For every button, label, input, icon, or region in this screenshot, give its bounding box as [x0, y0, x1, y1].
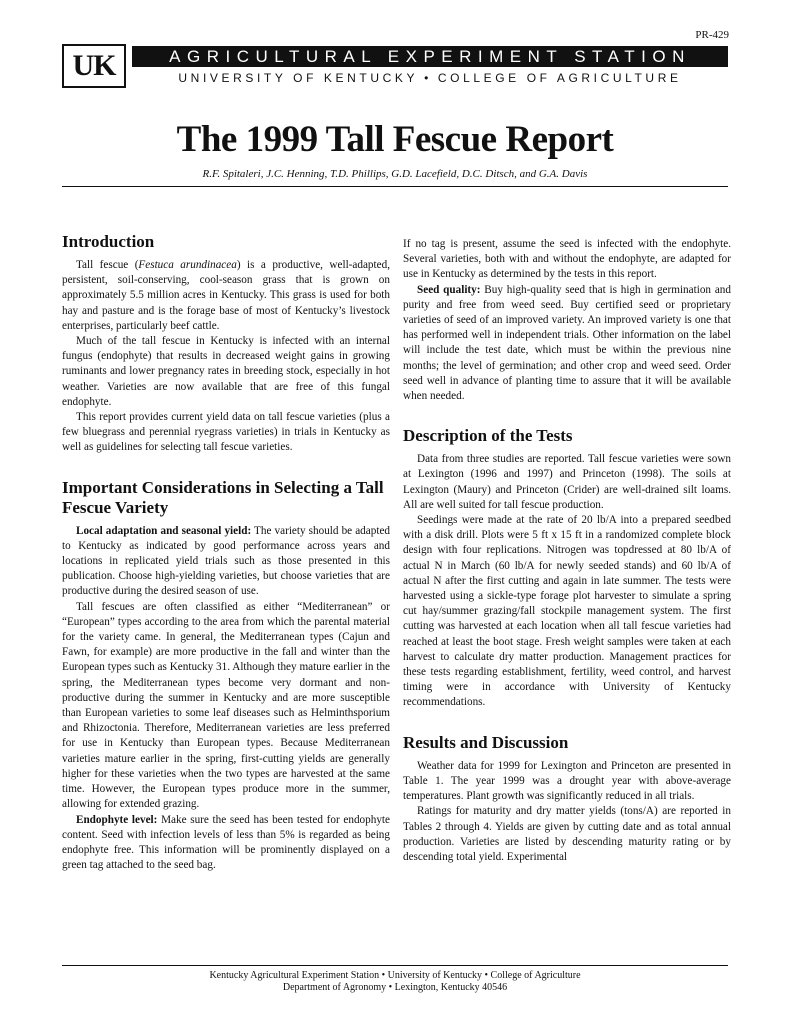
title-divider: [62, 186, 728, 187]
results-paragraph-1: Weather data for 1999 for Lexington and Princeton are presented in Table 1. The year 1999 was a drought year with above-average temperatures. Plant growth was significantly reduced in all trials.: [403, 759, 731, 803]
authors-line: R.F. Spitaleri, J.C. Henning, T.D. Phillips, G.D. Lacefield, D.C. Ditsch, and G.A. Davis: [202, 168, 588, 180]
page-title: The 1999 Tall Fescue Report: [176, 119, 614, 160]
intro-text-pre: Tall fescue (: [76, 259, 139, 271]
intro-text-post: ) is a productive, well-adapted, persistent, soil-conserving, cool-season grass that is grown on approximately 5.5 million acres in Kentucky. This grass is used for both hay and pasture and is the forage base of most of Kentucky’s livestock enterprises, particularly beef cattle.: [62, 259, 390, 332]
tag-paragraph: If no tag is present, assume the seed is infected with the endophyte. Several varieties, both with and without the endophyte, are adapted for use in Kentucky as determined by the tests in this report.: [403, 238, 731, 281]
types-paragraph: Tall fescues are often classified as either “Mediterranean” or “European” types according to the area from which the parental material for the variety came. In general, the Mediterranean types (Cajun and Fawn, for example) are more productive in the fall and winter than the European types such as Kentucky 31. Although they mature earlier in the spring, the Mediterranean types become very dormant and non-productive during the summer in Kentucky and are more susceptible than European varieties to some leaf diseases such as Helminthsporium and Rhizoctonia. Therefore, Mediterranean varieties are less preferred for use in Kentucky than European types. Because Mediterranean varieties mature earlier in the spring, first-cutting yields are generally higher for these varieties when the two types are harvested at the same time. However, the European types produce more in the summer, allowing for extended grazing.: [62, 600, 390, 811]
footer-divider: [62, 965, 728, 966]
local-adaptation-lead: Local adaptation and seasonal yield:: [76, 524, 252, 537]
species-name: Festuca arundinacea: [138, 259, 237, 271]
station-banner: AGRICULTURAL EXPERIMENT STATION: [132, 46, 728, 67]
masthead: [62, 44, 728, 88]
introduction-heading: Introduction: [62, 232, 155, 251]
local-adaptation-paragraph: [62, 524, 390, 600]
uk-logo: UK: [62, 44, 126, 88]
considerations-heading: Important Considerations in Selecting a Tall Fescue Variety: [62, 477, 384, 517]
endophyte-text: Make sure the seed has been tested for endophyte content. Seed with infection levels of less than 5% is regarded as being endophyte free. This information will be prominently displayed on a green tag attached to the seed bag.: [62, 813, 390, 872]
right-column: [403, 237, 731, 865]
seed-quality-text: Buy high-quality seed that is high in germination and purity and free from weed seed. Buy certified seed or proprietary varieties of seed of an improved variety. An improved variety is one that has performed well in independent trials. Other information on the label will include the test date, which must be within the previous nine months; the level of germination; and other crop and weed seed. Order seed well in advance of planting time to assure that it will be available when needed.: [403, 283, 731, 403]
intro-paragraph-2: Much of the tall fescue in Kentucky is infected with an internal fungus (endophyte) that results in decreased weight gains in growing ruminants and lower pregnancy rates in breeding stock, especially in hot weather. Varieties are now available that are free of this fungal endophyte.: [62, 335, 390, 408]
tests-paragraph-2: Seedings were made at the rate of 20 lb/A into a prepared seedbed with a disk drill. Plots were 5 ft x 15 ft in a randomized complete block design with four replications. Nitrogen was topdressed at 80 lb/A of actual N in March (60 lb/A for newly seeded stands) and 60 lb/A of actual N after the first cutting and again in late summer. The tests were harvested using a sickle-type forage plot harvester to simulate a spring cut hay/summer grazing/fall stockpile management system. The first cutting was harvested at each location when all tall fescue varieties had reached at least the boot stage. Fresh weight samples were taken at each harvest to calculate dry matter production. Management practices for these tests regarding establishment, fertility, weed control, and harvest timing were in accordance with University of Kentucky recommendations.: [403, 514, 731, 709]
institution-line: [132, 70, 728, 86]
tests-heading: Description of the Tests: [403, 426, 573, 446]
seed-quality-paragraph: [403, 283, 731, 405]
endophyte-paragraph: [62, 813, 390, 874]
results-heading: Results and Discussion: [403, 732, 569, 752]
endophyte-lead: Endophyte level:: [76, 813, 158, 826]
local-adaptation-text: The variety should be adapted to Kentucky as indicated by good performance across years and locations in replicated yield trials such as those presented in this publication. Choose high-yielding varieties, but choose varieties that are productive during the desired season of use.: [62, 524, 391, 598]
college-name: COLLEGE OF AGRICULTURE: [437, 71, 682, 85]
bullet-separator: •: [424, 71, 432, 85]
university-name: UNIVERSITY OF KENTUCKY: [178, 71, 419, 85]
intro-paragraph-1: [62, 258, 390, 334]
seed-quality-lead: Seed quality:: [417, 283, 481, 296]
publication-number: PR-429: [695, 29, 729, 41]
left-column: [62, 232, 390, 873]
tests-paragraph-1: Data from three studies are reported. Tall fescue varieties were sown at Lexington (1996 and 1997) and Princeton (1998). The soils at Lexington (Maury) and Princeton (Crider) are well-drained silt loams. All are well suited for tall fescue production.: [403, 453, 731, 511]
page-footer: [62, 970, 728, 994]
footer-line-2: Department of Agronomy • Lexington, Kentucky 40546: [282, 982, 508, 993]
footer-line-1: Kentucky Agricultural Experiment Station • University of Kentucky • College of Agriculture: [209, 970, 581, 981]
results-paragraph-2: Ratings for maturity and dry matter yields (tons/A) are reported in Tables 2 through 4. Yields are given by cutting date and as total annual production. Varieties are listed by descending maturity rating or by descending total yield. Experimental: [403, 805, 731, 863]
intro-paragraph-3: This report provides current yield data on tall fescue varieties (plus a few bluegrass and perennial ryegrass varieties) in trials in Kentucky as well as guidelines for selecting tall fescue varieties.: [62, 411, 390, 454]
